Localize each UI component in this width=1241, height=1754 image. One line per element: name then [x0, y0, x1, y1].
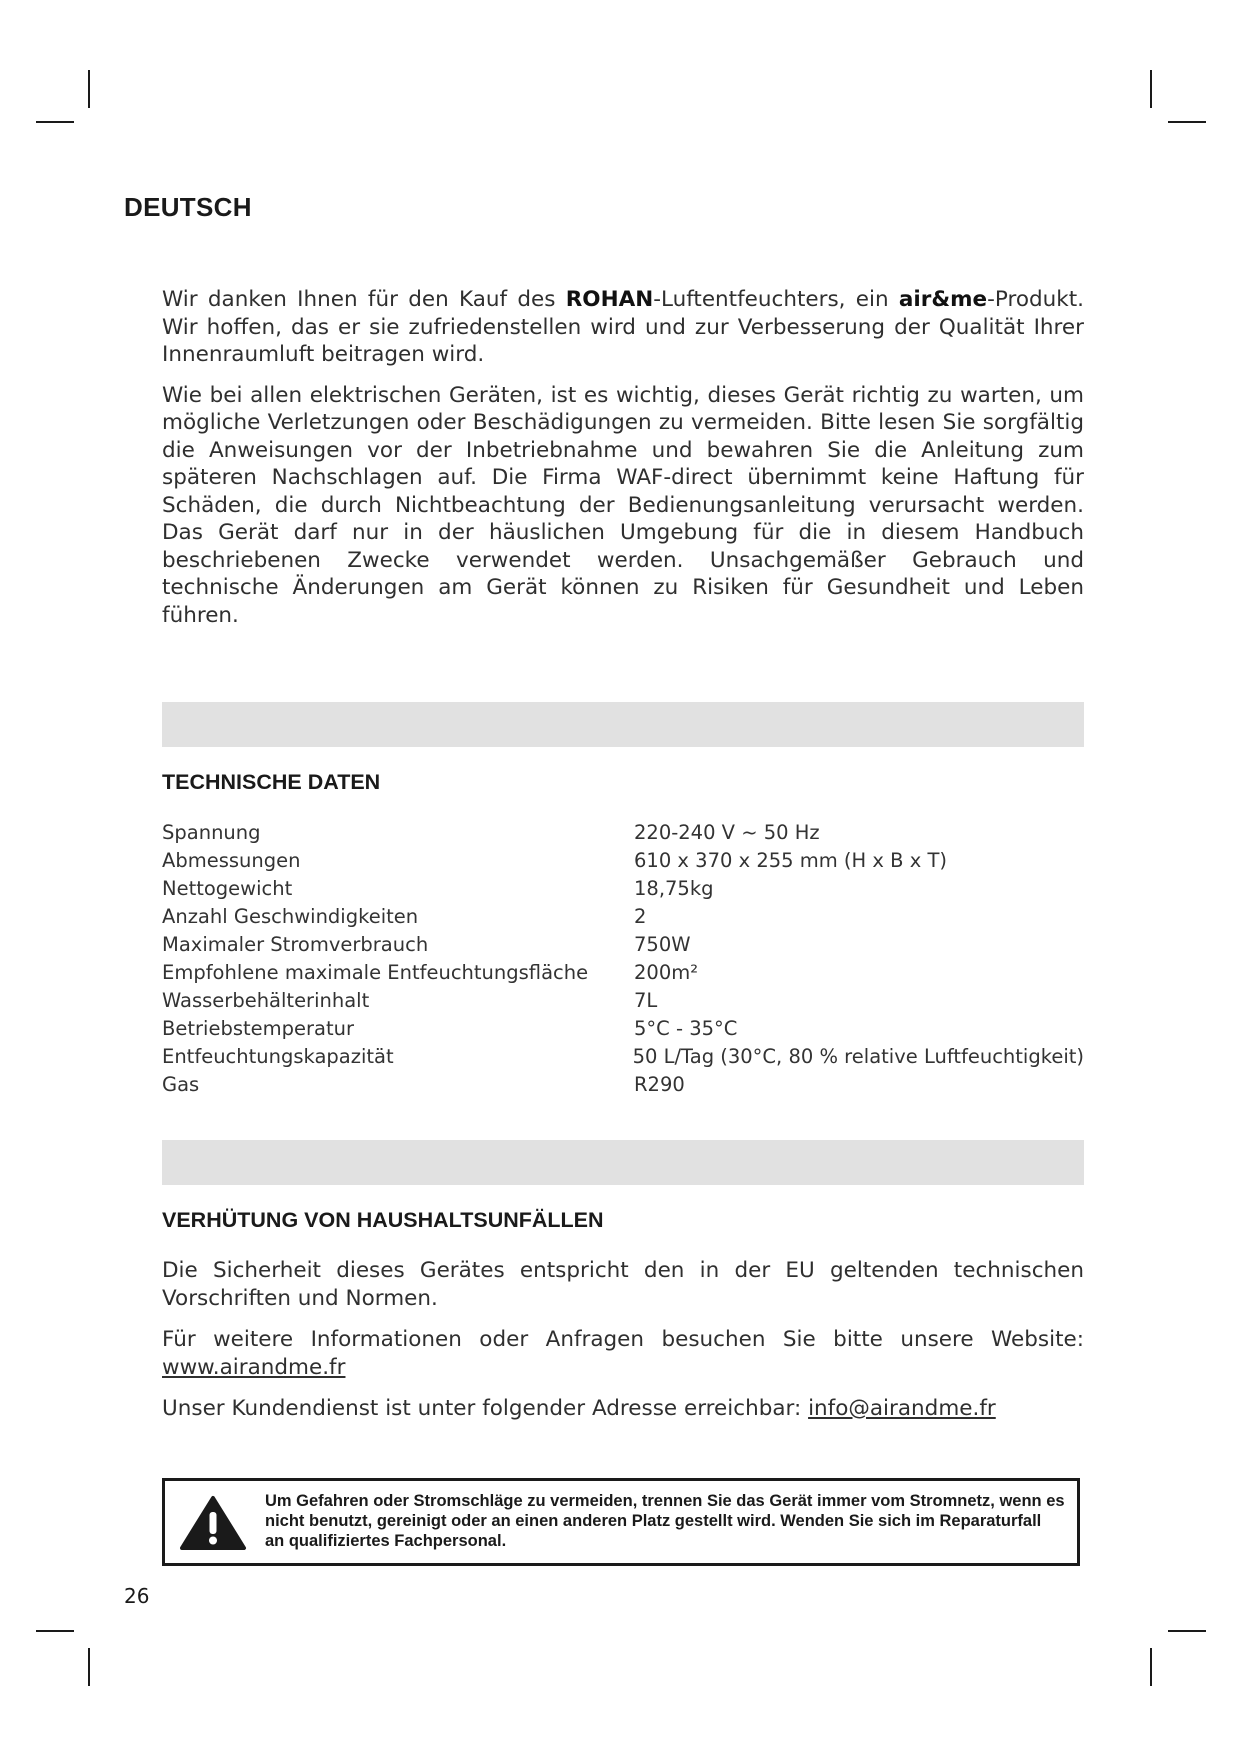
spec-value: R290	[634, 1072, 685, 1096]
spec-value: 220-240 V ~ 50 Hz	[634, 820, 820, 844]
intro-paragraph-1: Wir danken Ihnen für den Kauf des ROHAN-Luftentfeuchters, ein air&me-Produkt. Wir hoffen, das er sie zufriedenstellen wird und zur Verbesserung der Qualität Ihrer Innenraumluft beitragen wird.	[162, 287, 1084, 367]
spec-label: Empfohlene maximale Entfeuchtungsfläche	[162, 960, 589, 984]
crop-mark-bottom-right-horizontal	[1168, 1630, 1206, 1632]
spec-label: Nettogewicht	[162, 876, 293, 900]
spec-label: Entfeuchtungskapazität	[162, 1044, 394, 1068]
crop-mark-bottom-right-vertical	[1150, 1648, 1152, 1686]
intro-paragraph-2: Wie bei allen elektrischen Geräten, ist es wichtig, dieses Gerät richtig zu warten, um mögliche Verletzungen oder Beschädigungen zu vermeiden. Bitte lesen Sie sorgfältig die Anweisungen vor der Inbetriebnahme und bewahren Sie die Anleitung zum späteren Nachschlagen auf. Die Firma WAF-direct übernimmt keine Haftung für Schäden, die durch Nichtbeachtung der Bedienungsanleitung verursacht werden. Das Gerät darf nur in der häuslichen Umgebung für die in diesem Handbuch beschriebenen Zwecke verwendet werden. Unsachgemäßer Gebrauch und technische Änderungen am Gerät können zu Risiken für Gesundheit und Leben führen.	[162, 382, 1084, 628]
spec-row	[162, 958, 1084, 986]
warning-triangle-icon	[179, 1495, 247, 1551]
spec-label: Wasserbehälterinhalt	[162, 988, 370, 1012]
spec-value: 5°C - 35°C	[634, 1016, 738, 1040]
safety-paragraph-1: Die Sicherheit dieses Gerätes entspricht den in der EU geltenden technischen Vorschriften und Normen.	[162, 1258, 1084, 1311]
spec-value: 7L	[634, 988, 658, 1012]
safety-paragraph-2: Für weitere Informationen oder Anfragen besuchen Sie bitte unsere Website: www.airandme.fr	[162, 1327, 1084, 1380]
crop-mark-top-right-horizontal	[1168, 121, 1206, 123]
spec-row	[162, 930, 1084, 958]
spec-row	[162, 818, 1084, 846]
spec-value: 610 x 370 x 255 mm (H x B x T)	[634, 848, 947, 872]
spec-label: Anzahl Geschwindigkeiten	[162, 904, 419, 928]
tech-spec-table	[162, 818, 1084, 1098]
website-link[interactable]: www.airandme.fr	[162, 1354, 346, 1380]
warning-text: Um Gefahren oder Stromschläge zu vermeiden, trennen Sie das Gerät immer vom Stromnetz, wenn es nicht benutzt, gereinigt oder an einen anderen Platz gestellt wird. Wenden Sie sich im Reparaturfall an qualifiziertes Fachpersonal.	[265, 1492, 1065, 1550]
language-heading: DEUTSCH	[124, 192, 252, 222]
spec-label: Maximaler Stromverbrauch	[162, 932, 429, 956]
spec-row	[162, 846, 1084, 874]
spec-row	[162, 902, 1084, 930]
crop-mark-bottom-left-horizontal	[36, 1630, 74, 1632]
warning-box	[162, 1478, 1080, 1566]
safety-paragraph-3: Unser Kundendienst ist unter folgender Adresse erreichbar: info@airandme.fr	[162, 1396, 996, 1421]
spec-row	[162, 1070, 1084, 1098]
section-band-safety	[162, 1140, 1084, 1185]
intro-section	[162, 286, 1084, 642]
spec-row	[162, 1042, 1084, 1070]
spec-value: 18,75kg	[634, 876, 714, 900]
crop-mark-top-left-horizontal	[36, 121, 74, 123]
brand-model: ROHAN	[565, 287, 654, 312]
safety-section	[162, 1257, 1084, 1437]
spec-label: Gas	[162, 1072, 200, 1096]
tech-data-heading: TECHNISCHE DATEN	[162, 770, 381, 794]
page-number: 26	[124, 1584, 150, 1608]
spec-value: 50 L/Tag (30°C, 80 % relative Luftfeuchtigkeit)	[632, 1044, 1084, 1068]
safety-heading: VERHÜTUNG VON HAUSHALTSUNFÄLLEN	[162, 1208, 604, 1232]
brand-name: air&me	[898, 287, 988, 312]
crop-mark-bottom-left-vertical	[88, 1648, 90, 1686]
crop-mark-top-left-vertical	[88, 70, 90, 108]
spec-label: Spannung	[162, 820, 261, 844]
spec-row	[162, 874, 1084, 902]
spec-label: Betriebstemperatur	[162, 1016, 354, 1040]
spec-row	[162, 986, 1084, 1014]
spec-label: Abmessungen	[162, 848, 301, 872]
spec-value: 200m²	[634, 960, 699, 984]
section-band-tech	[162, 702, 1084, 747]
spec-row	[162, 1014, 1084, 1042]
email-link[interactable]: info@airandme.fr	[808, 1396, 996, 1421]
spec-value: 750W	[634, 932, 691, 956]
spec-value: 2	[634, 904, 647, 928]
crop-mark-top-right-vertical	[1150, 70, 1152, 108]
